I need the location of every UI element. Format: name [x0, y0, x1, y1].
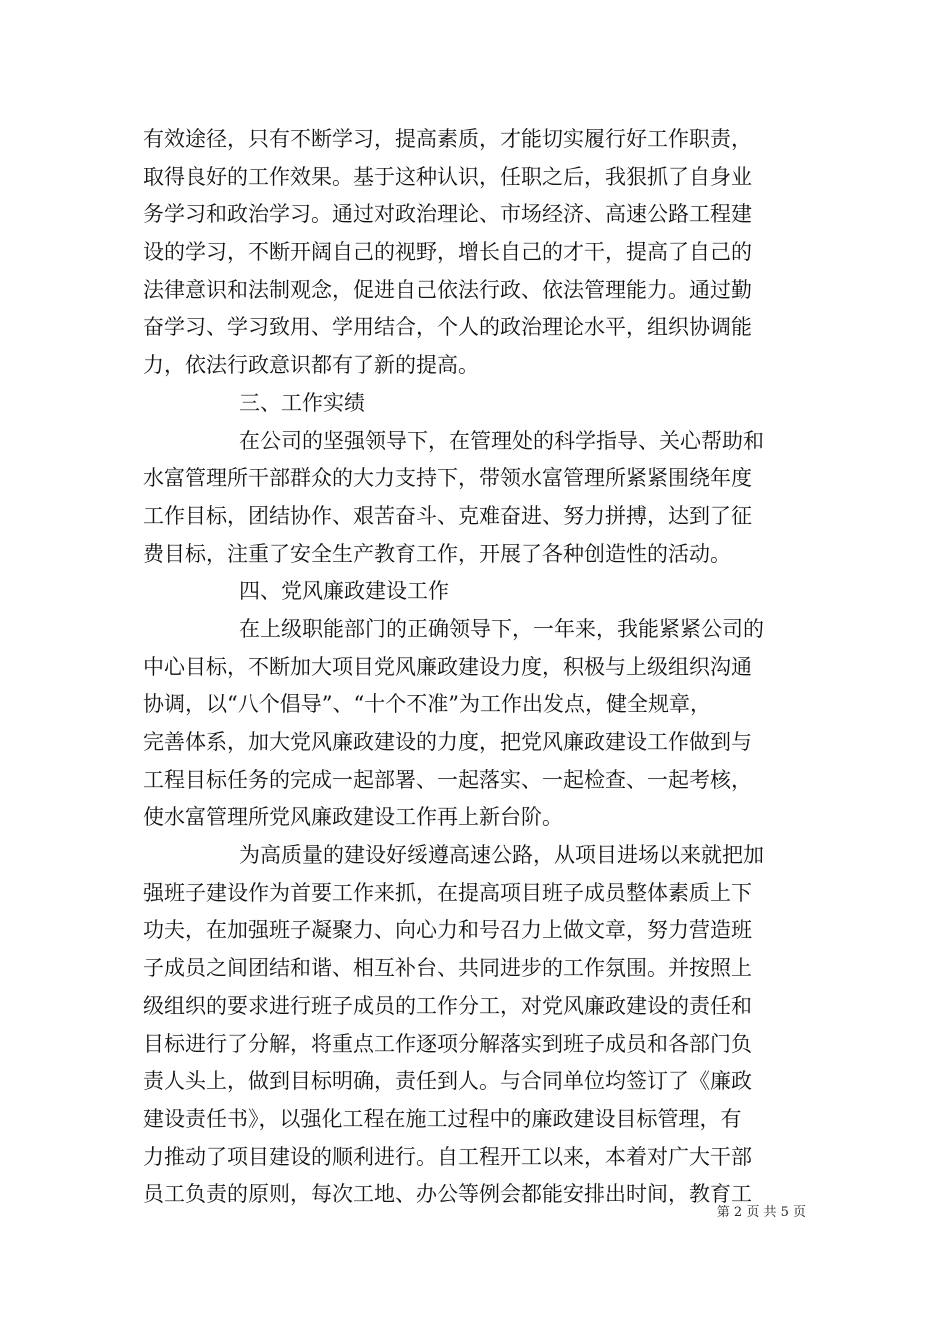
text-line: 协调，以“八个倡导”、“十个不准”为工作出发点，健全规章，	[143, 692, 711, 717]
text-line: 完善体系，加大党风廉政建设的力度，把党风廉政建设工作做到与	[143, 730, 752, 754]
text-line: 务学习和政治学习。通过对政治理论、市场经济、高速公路工程建	[143, 202, 752, 227]
text-line: 设的学习，不断开阔自己的视野，增长自己的才干，提高了自己的	[143, 240, 752, 265]
text-line: 强班子建设作为首要工作来抓，在提高项目班子成员整体素质上下	[143, 880, 752, 905]
text-line: 奋学习、学习致用、学用结合，个人的政治理论水平，组织协调能	[143, 315, 752, 340]
text-line: 子成员之间团结和谐、相互补台、共同进步的工作氛围。并按照上	[143, 956, 752, 981]
text-line: 费目标，注重了安全生产教育工作，开展了各种创造性的活动。	[143, 541, 731, 566]
text-line: 力，依法行政意识都有了新的提高。	[143, 353, 479, 378]
text-line: 四、党风廉政建设工作	[239, 579, 449, 604]
text-line: 使水富管理所党风廉政建设工作再上新台阶。	[143, 805, 563, 830]
text-line: 责人头上，做到目标明确，责任到人。与合同单位均签订了《廉政	[143, 1069, 752, 1094]
text-line: 有效途径，只有不断学习，提高素质，才能切实履行好工作职责，	[143, 127, 752, 151]
text-line: 工程目标任务的完成一起部署、一起落实、一起检查、一起考核，	[143, 767, 752, 792]
text-line: 级组织的要求进行班子成员的工作分工，对党风廉政建设的责任和	[143, 993, 752, 1018]
text-line: 为高质量的建设好绥遵高速公路，从项目进场以来就把加	[239, 843, 764, 868]
text-line: 建设责任书》，以强化工程在施工过程中的廉政建设目标管理，有	[143, 1106, 742, 1131]
text-line: 力推动了项目建设的顺利进行。自工程开工以来，本着对广大干部	[143, 1144, 752, 1169]
text-line: 法律意识和法制观念，促进自己依法行政、依法管理能力。通过勤	[143, 277, 752, 302]
text-line: 中心目标，不断加大项目党风廉政建设力度，积极与上级组织沟通	[143, 654, 752, 679]
body-text	[143, 121, 807, 1214]
text-line: 在公司的坚强领导下，在管理处的科学指导、关心帮助和	[239, 428, 764, 453]
text-line: 在上级职能部门的正确领导下，一年来，我能紧紧公司的	[239, 616, 764, 641]
text-line: 功夫，在加强班子凝聚力、向心力和号召力上做文章，努力营造班	[143, 918, 752, 943]
text-line: 水富管理所干部群众的大力支持下，带领水富管理所紧紧围绕年度	[143, 466, 752, 491]
text-line: 工作目标，团结协作、艰苦奋斗、克难奋进、努力拼搏，达到了征	[143, 503, 752, 528]
text-line: 目标进行了分解，将重点工作逐项分解落实到班子成员和各部门负	[143, 1031, 752, 1056]
text-line: 三、工作实绩	[239, 390, 365, 415]
page-number: 第 2 页 共 5 页	[716, 1205, 806, 1220]
text-line: 员工负责的原则，每次工地、办公等例会都能安排出时间，教育工	[143, 1182, 752, 1207]
text-line: 取得良好的工作效果。基于这种认识，任职之后，我狠抓了自身业	[143, 164, 752, 189]
